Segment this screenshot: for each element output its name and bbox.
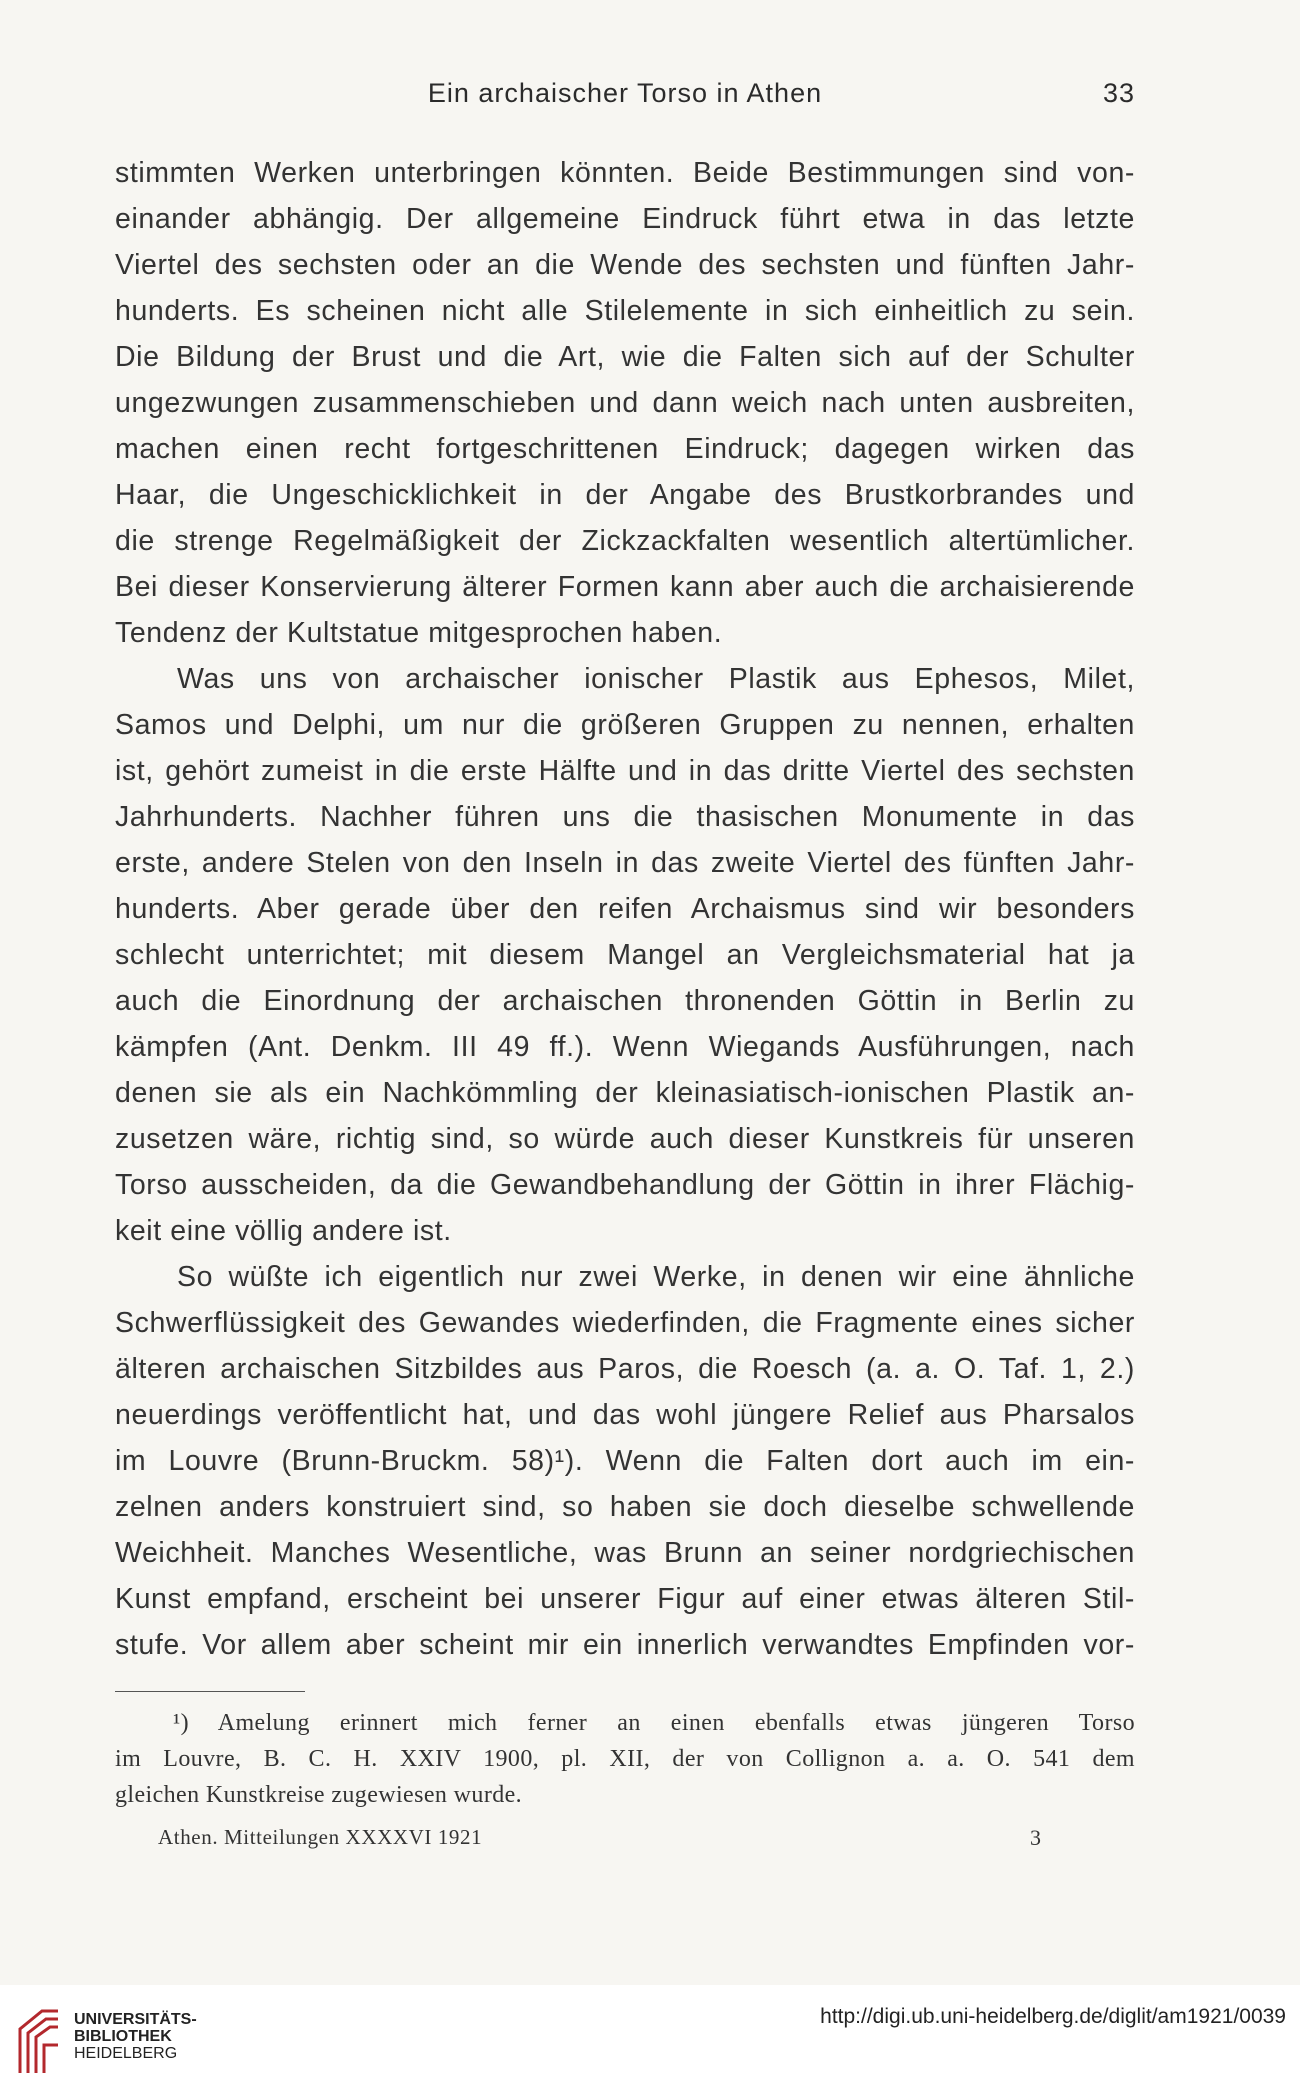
text-line: stufe. Vor allem aber scheint mir ein innerlich verwandtes Empfinden vor- (115, 1629, 1135, 1661)
footnote (115, 1705, 1135, 1813)
text-line: Die Bildung der Brust und die Art, wie die Falten sich auf der Schulter (115, 341, 1135, 373)
signature-number: 3 (1030, 1825, 1041, 1850)
running-head-title: Ein archaischer Torso in Athen (427, 78, 823, 108)
text-line: hunderts. Es scheinen nicht alle Stilelemente in sich einheitlich zu sein. (115, 295, 1135, 327)
footnote-line: ¹) Amelung erinnert mich ferner an einen ebenfalls etwas jüngeren Torso (173, 1710, 1135, 1736)
viewer-footer (0, 1985, 1300, 2096)
university-library-logo-icon (14, 2005, 64, 2075)
text-line: Tendenz der Kultstatue mitgesprochen haben. (115, 617, 723, 649)
text-line: keit eine völlig andere ist. (115, 1215, 452, 1247)
text-line: denen sie als ein Nachkömmling der kleinasiatisch-ionischen Plastik an- (115, 1077, 1135, 1109)
text-line: auch die Einordnung der archaischen thronenden Göttin in Berlin zu (115, 985, 1135, 1017)
text-line: stimmten Werken unterbringen könnten. Beide Bestimmungen sind von- (115, 157, 1135, 189)
text-line: ist, gehört zumeist in die erste Hälfte und in das dritte Viertel des sechsten (115, 755, 1135, 787)
library-name-line: HEIDELBERG (74, 2045, 178, 2062)
text-line: zelnen anders konstruiert sind, so haben sie doch dieselbe schwellende (115, 1491, 1135, 1523)
text-line: Haar, die Ungeschicklichkeit in der Angabe des Brustkorbrandes und (115, 479, 1135, 511)
text-line: Was uns von archaischer ionischer Plastik aus Ephesos, Milet, (177, 663, 1135, 695)
text-line: Weichheit. Manches Wesentliche, was Brunn an seiner nordgriechischen (115, 1537, 1135, 1569)
text-line: machen einen recht fortgeschrittenen Eindruck; dagegen wirken das (115, 433, 1135, 465)
text-line: die strenge Regelmäßigkeit der Zickzackfalten wesentlich altertümlicher. (115, 525, 1135, 557)
text-line: So wüßte ich eigentlich nur zwei Werke, in denen wir eine ähnliche (177, 1261, 1135, 1293)
text-line: Jahrhunderts. Nachher führen uns die thasischen Monumente in das (115, 801, 1135, 833)
library-name (74, 2011, 197, 2062)
text-line: Kunst empfand, erscheint bei unserer Figur auf einer etwas älteren Stil- (115, 1583, 1135, 1615)
text-line: Samos und Delphi, um nur die größeren Gruppen zu nennen, erhalten (115, 709, 1135, 741)
text-line: im Louvre (Brunn-Bruckm. 58)¹). Wenn die Falten dort auch im ein- (115, 1445, 1135, 1477)
text-line: Torso ausscheiden, da die Gewandbehandlung der Göttin in ihrer Flächig- (115, 1169, 1135, 1201)
signature-line: Athen. Mitteilungen XXXXVI 1921 (158, 1825, 483, 1849)
footnote-line: im Louvre, B. C. H. XXIV 1900, pl. XII, der von Collignon a. a. O. 541 dem (115, 1746, 1135, 1772)
text-line: einander abhängig. Der allgemeine Eindruck führt etwa in das letzte (115, 203, 1135, 235)
library-name-line: BIBLIOTHEK (74, 2028, 172, 2045)
text-line: erste, andere Stelen von den Inseln in das zweite Viertel des fünften Jahr- (115, 847, 1135, 879)
running-head (115, 78, 1135, 118)
page-number: 33 (1102, 78, 1135, 108)
text-line: ungezwungen zusammenschieben und dann weich nach unten ausbreiten, (115, 387, 1135, 419)
text-line: zusetzen wäre, richtig sind, so würde auch dieser Kunstkreis für unseren (115, 1123, 1135, 1155)
text-line: schlecht unterrichtet; mit diesem Mangel an Vergleichsmaterial hat ja (115, 939, 1135, 971)
library-name-line: UNIVERSITÄTS- (74, 2011, 197, 2028)
footnote-divider (115, 1691, 305, 1692)
text-line: kämpfen (Ant. Denkm. III 49 ff.). Wenn Wiegands Ausführungen, nach (115, 1031, 1135, 1063)
body-text (115, 150, 1135, 1668)
text-line: älteren archaischen Sitzbildes aus Paros, die Roesch (a. a. O. Taf. 1, 2.) (115, 1353, 1135, 1385)
footnote-line: gleichen Kunstkreise zugewiesen wurde. (115, 1782, 523, 1808)
text-line: hunderts. Aber gerade über den reifen Archaismus sind wir besonders (115, 893, 1135, 925)
text-line: Viertel des sechsten oder an die Wende des sechsten und fünften Jahr- (115, 249, 1135, 281)
text-line: neuerdings veröffentlicht hat, und das wohl jüngere Relief aus Pharsalos (115, 1399, 1135, 1431)
text-line: Bei dieser Konservierung älterer Formen kann aber auch die archaisierende (115, 571, 1135, 603)
text-line: Schwerflüssigkeit des Gewandes wiederfinden, die Fragmente eines sicher (115, 1307, 1135, 1339)
source-url-link[interactable]: http://digi.ub.uni-heidelberg.de/diglit/am1921/0039 (820, 2005, 1286, 2028)
